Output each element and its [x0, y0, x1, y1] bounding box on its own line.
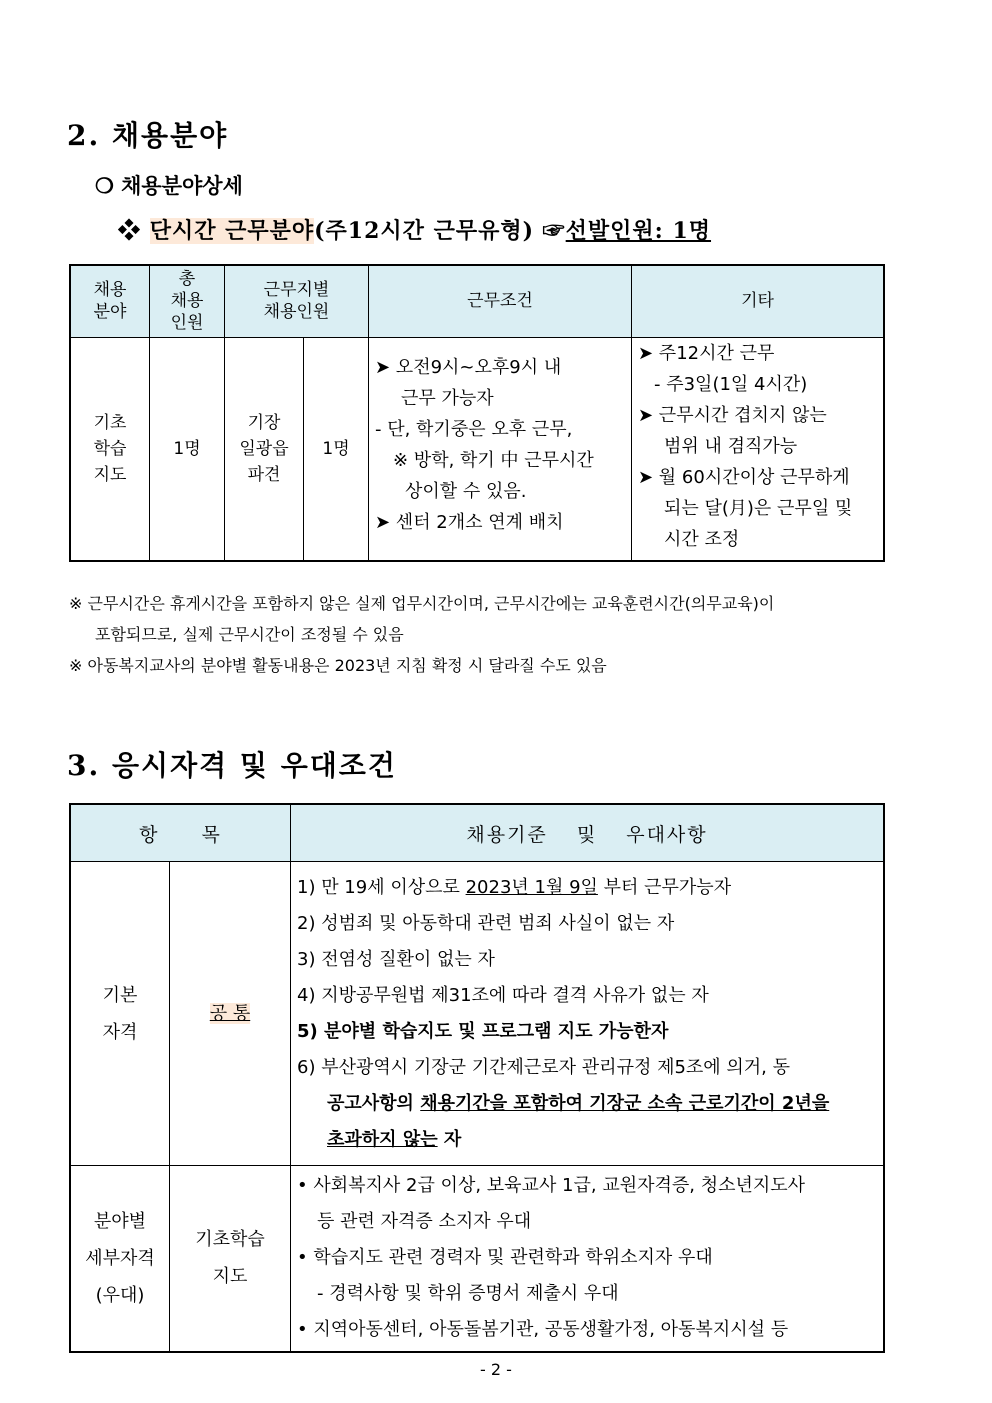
- cell-condition: ➤ 오전9시~오후9시 내 근무 가능자 - 단, 학기중은 오후 근무, ※ 방학, 학기 中 근무시간 상이할 수 있음. ➤ 센터 2개소 연계 배치: [369, 337, 632, 561]
- cell-site: 기장 일광읍 파견: [225, 337, 304, 561]
- basic-criteria: [291, 862, 885, 1166]
- criteria-6: 6) 부산광역시 기장군 기간제근로자 관리규정 제5조에 의거, 동: [297, 1057, 791, 1078]
- detail-line: [118, 214, 711, 245]
- page-number: - 2 -: [480, 1360, 512, 1379]
- note-2: ※ 아동복지교사의 분야별 활동내용은 2023년 지침 확정 시 달라질 수도 있음: [69, 656, 607, 675]
- detail-field: 단시간 근무분야: [149, 218, 315, 244]
- criteria-2: 2) 성범죄 및 아동학대 관련 범죄 사실이 없는 자: [297, 913, 675, 934]
- pref-sub: 기초학습 지도: [170, 1166, 291, 1352]
- recruitment-field-table: [69, 264, 885, 562]
- header-criteria: 채용기준 및 우대사항: [291, 804, 885, 862]
- notes: [69, 588, 929, 681]
- header-other: 기타: [632, 265, 885, 337]
- section-3-title: 3. 응시자격 및 우대조건: [67, 749, 397, 782]
- diamond-bullet-icon: ❖: [118, 218, 142, 244]
- header-field: 채용 분야: [70, 265, 150, 337]
- criteria-4: 4) 지방공무원법 제31조에 따라 결격 사유가 없는 자: [297, 985, 709, 1006]
- note-1-cont: 포함되므로, 실제 근무시간이 조정될 수 있음: [95, 625, 404, 644]
- header-item: 항 목: [70, 804, 291, 862]
- criteria-6-cont: 공고사항의 채용기간을 포함하여 기장군 소속 근로기간이 2년을: [327, 1093, 830, 1114]
- criteria-3: 3) 전염성 질환이 없는 자: [297, 949, 495, 970]
- basic-sub: 공 통: [170, 862, 291, 1166]
- pref-criteria: [291, 1166, 885, 1352]
- pref-2: • 학습지도 관련 경력자 및 관련학과 학위소지자 우대: [297, 1247, 713, 1268]
- cell-site-count: 1명: [304, 337, 369, 561]
- criteria-1: 1) 만 19세 이상으로 2023년 1월 9일 부터 근무가능자: [297, 877, 732, 898]
- pref-2-sub: - 경력사항 및 학위 증명서 제출시 우대: [317, 1283, 619, 1304]
- detail-count: 선발인원: 1명: [565, 218, 712, 244]
- detail-type: (주12시간 근무유형): [314, 218, 534, 244]
- pref-1-cont: 등 관련 자격증 소지자 우대: [317, 1211, 532, 1232]
- criteria-6-end: 초과하지 않는 자: [327, 1129, 462, 1150]
- cell-other: ➤ 주12시간 근무 - 주3일(1일 4시간) ➤ 근무시간 겹치지 않는 범위 내 겸직가능 ➤ 월 60시간이상 근무하게 되는 달(月)은 근무일 및 시간 조정: [632, 337, 885, 561]
- header-by-site: 근무지별 채용인원: [225, 265, 369, 337]
- section-2-title: 2. 채용분야: [67, 119, 229, 152]
- pointing-hand-icon: ☞: [542, 218, 566, 244]
- pref-label: 분야별 세부자격 (우대): [70, 1166, 170, 1352]
- pref-3: • 지역아동센터, 아동돌봄기관, 공동생활가정, 아동복지시설 등: [297, 1319, 789, 1340]
- section-2-subtitle: ❍ 채용분야상세: [95, 173, 243, 198]
- criteria-5: 5) 분야별 학습지도 및 프로그램 지도 가능한자: [297, 1021, 669, 1042]
- header-condition: 근무조건: [369, 265, 632, 337]
- cell-total: 1명: [150, 337, 225, 561]
- pref-1: • 사회복지사 2급 이상, 보육교사 1급, 교원자격증, 청소년지도사: [297, 1175, 806, 1196]
- basic-label: 기본 자격: [70, 862, 170, 1166]
- qualification-table: [69, 803, 885, 1353]
- note-1: ※ 근무시간은 휴게시간을 포함하지 않은 실제 업무시간이며, 근무시간에는 교육훈련시간(의무교육)이: [69, 594, 775, 613]
- header-total: 총 채용 인원: [150, 265, 225, 337]
- cell-field: 기초 학습 지도: [70, 337, 150, 561]
